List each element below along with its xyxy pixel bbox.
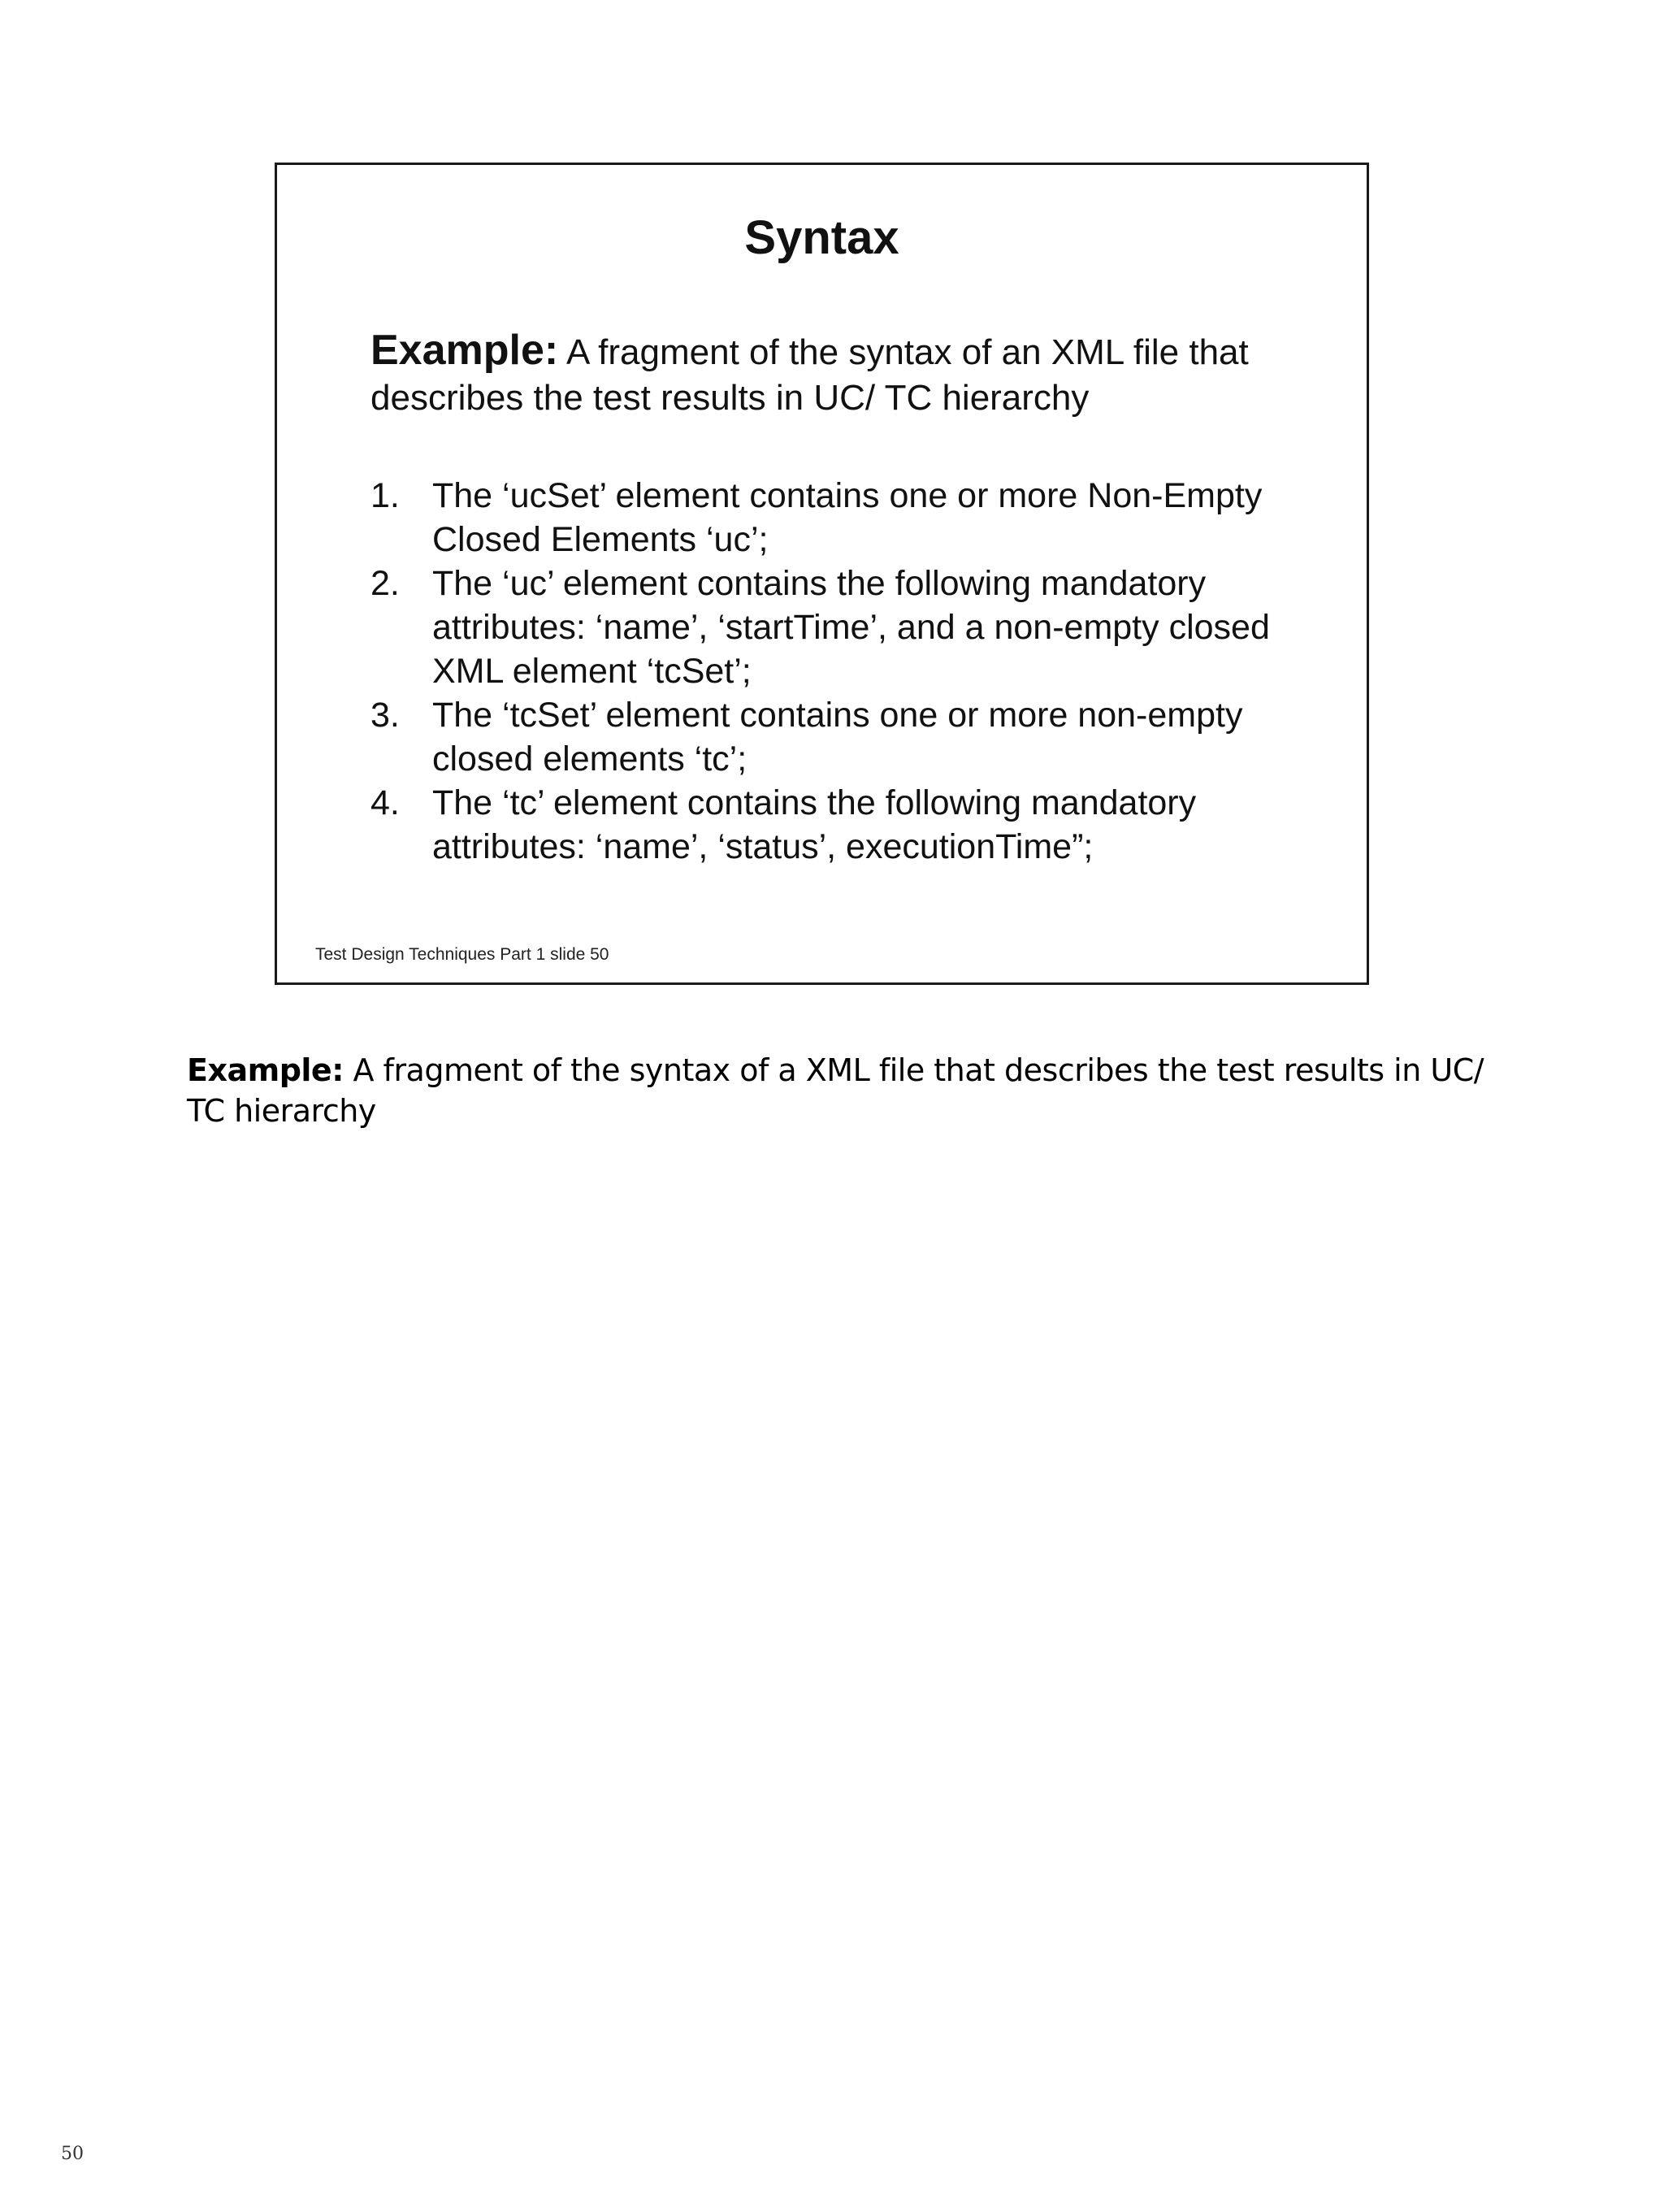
- slide-intro: [370, 327, 1313, 421]
- list-item: [370, 781, 1305, 869]
- caption-lead: Example:: [187, 1052, 344, 1088]
- list-item: [370, 693, 1305, 781]
- list-item-number: 3.: [370, 696, 400, 735]
- caption: [187, 1050, 1487, 1131]
- slide-intro-lead: Example:: [370, 327, 559, 374]
- list-item: [370, 562, 1305, 693]
- list-item-text: The ‘tc’ element contains the following mandatory attributes: ‘name’, ‘status’, executionTime”;: [432, 783, 1197, 866]
- list-item-text: The ‘uc’ element contains the following mandatory attributes: ‘name’, ‘startTime’, and a non-empty closed XML element ‘tcSet’;: [432, 564, 1270, 691]
- slide-rule-list: [370, 474, 1305, 869]
- slide-title: Syntax: [744, 211, 899, 264]
- list-item-number: 4.: [370, 783, 400, 822]
- list-item-text: The ‘tcSet’ element contains one or more non-empty closed elements ‘tc’;: [432, 696, 1243, 779]
- caption-text: A fragment of the syntax of a XML file that describes the test results in UC/ TC hierarchy: [187, 1052, 1484, 1129]
- slide-frame: [275, 163, 1369, 985]
- list-item-number: 1.: [370, 476, 400, 515]
- page-number: 50: [61, 2144, 84, 2164]
- list-item-text: The ‘ucSet’ element contains one or more Non-Empty Closed Elements ‘uc’;: [432, 476, 1263, 559]
- slide-footer: Test Design Techniques Part 1 slide 50: [315, 945, 609, 964]
- slide-intro-text: A fragment of the syntax of an XML file that describes the test results in UC/ TC hierarchy: [370, 332, 1249, 418]
- list-item-number: 2.: [370, 564, 400, 603]
- list-item: [370, 474, 1305, 562]
